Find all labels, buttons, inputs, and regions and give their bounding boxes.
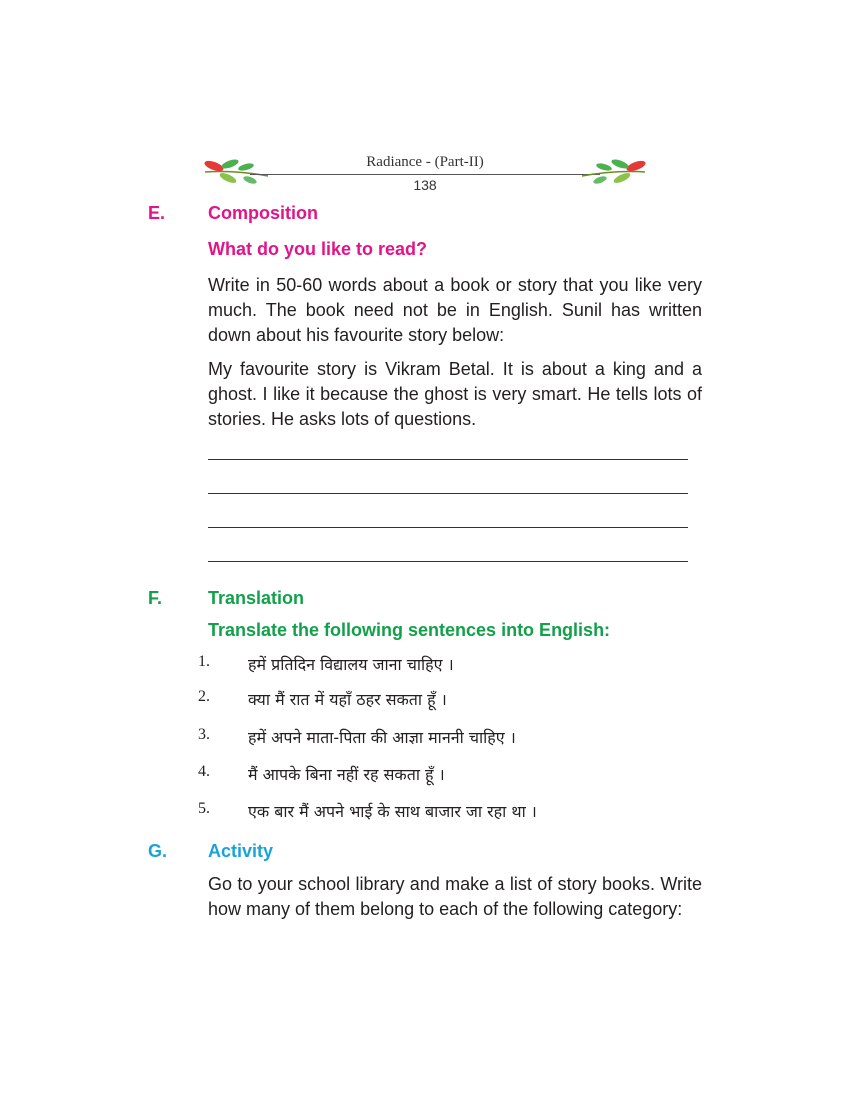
item-number: 5.	[198, 800, 210, 817]
page-number: 138	[413, 177, 437, 193]
hindi-sentence: एक बार मैं अपने भाई के साथ बाजार जा रहा था ।	[248, 802, 537, 821]
section-g-letter: G.	[148, 841, 168, 861]
section-e-subtitle: What do you like to read?	[208, 239, 428, 259]
section-f-letter: F.	[148, 588, 163, 608]
composition-instruction: Write in 50-60 words about a book or story that you like very much. The book need not be in English. Sunil has written down about his favourite story below:	[208, 275, 702, 345]
hindi-sentence: क्या मैं रात में यहाँ ठहर सकता हूँ ।	[248, 690, 447, 709]
leaf-branch-right-icon	[580, 152, 650, 188]
answer-line[interactable]	[208, 459, 688, 460]
answer-line[interactable]	[208, 493, 688, 494]
hindi-sentence: हमें प्रतिदिन विद्यालय जाना चाहिए ।	[248, 655, 454, 674]
activity-text: Go to your school library and make a list of story books. Write how many of them belong to each of the following category:	[208, 874, 702, 919]
page-header	[200, 148, 650, 194]
item-number: 4.	[198, 763, 210, 780]
answer-line[interactable]	[208, 527, 688, 528]
section-f-subtitle: Translate the following sentences into English:	[208, 620, 611, 640]
hindi-sentence: हमें अपने माता-पिता की आज्ञा माननी चाहिए ।	[248, 728, 516, 747]
section-e-title: Composition	[208, 203, 318, 223]
header-rule	[250, 174, 600, 175]
section-g-title: Activity	[208, 841, 274, 861]
hindi-sentence: मैं आपके बिना नहीं रह सकता हूँ ।	[248, 765, 445, 784]
item-number: 1.	[198, 653, 210, 670]
section-f-title: Translation	[208, 588, 305, 608]
answer-line[interactable]	[208, 561, 688, 562]
section-e-letter: E.	[148, 203, 166, 223]
item-number: 2.	[198, 688, 210, 705]
composition-example: My favourite story is Vikram Betal. It is about a king and a ghost. I like it because the ghost is very smart. He tells lots of stories. He asks lots of questions.	[208, 359, 702, 429]
book-title: Radiance - (Part-II)	[366, 154, 484, 170]
item-number: 3.	[198, 726, 210, 743]
